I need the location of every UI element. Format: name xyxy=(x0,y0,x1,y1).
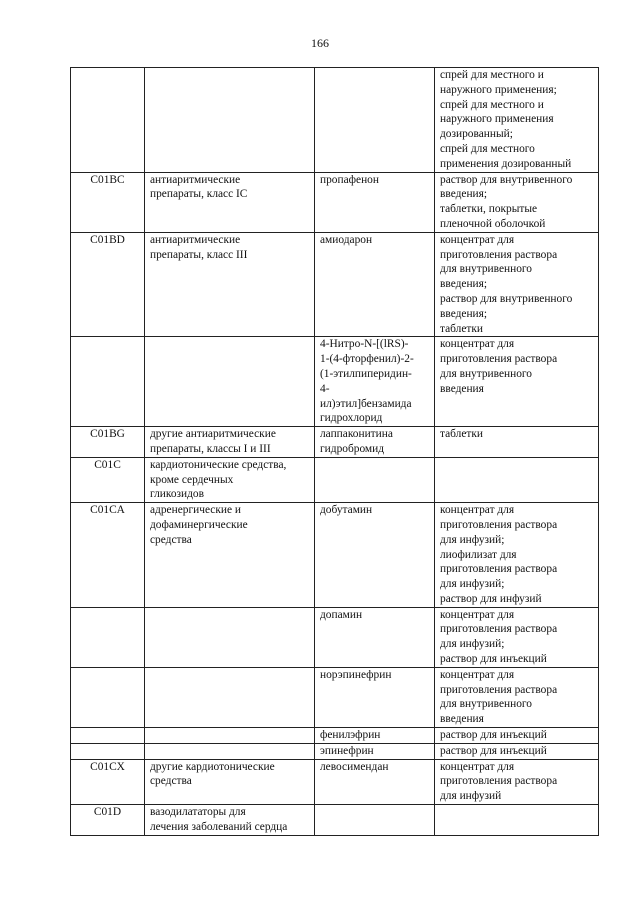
dosage-forms-cell xyxy=(435,805,599,836)
dosage-forms-cell xyxy=(435,457,599,502)
substance-cell: фенилэфрин xyxy=(315,728,435,744)
group-cell xyxy=(145,68,315,173)
substance-cell: добутамин xyxy=(315,503,435,608)
group-cell xyxy=(145,728,315,744)
atc-code-cell: C01CX xyxy=(71,759,145,804)
group-cell xyxy=(145,743,315,759)
group-cell: вазодилататоры для лечения заболеваний сердца xyxy=(145,805,315,836)
substance-cell xyxy=(315,457,435,502)
group-cell xyxy=(145,607,315,667)
table-row xyxy=(71,337,599,427)
atc-code-cell xyxy=(71,337,145,427)
substance-cell: 4-Нитро-N-[(lRS)- 1-(4-фторфенил)-2- (1-этилпиперидин- 4- ил)этил]бензамида гидрохлорид xyxy=(315,337,435,427)
atc-code-cell: C01BD xyxy=(71,232,145,337)
group-cell: другие кардиотонические средства xyxy=(145,759,315,804)
table-row xyxy=(71,728,599,744)
table-row xyxy=(71,68,599,173)
dosage-forms-cell: раствор для инъекций xyxy=(435,728,599,744)
group-cell xyxy=(145,337,315,427)
table-row xyxy=(71,759,599,804)
group-cell: антиаритмические препараты, класс III xyxy=(145,232,315,337)
group-cell: другие антиаритмические препараты, классы I и III xyxy=(145,427,315,458)
dosage-forms-cell: раствор для инъекций xyxy=(435,743,599,759)
dosage-forms-cell: спрей для местного и наружного применения; спрей для местного и наружного применения дозированный; спрей для местного применения дозированный xyxy=(435,68,599,173)
substance-cell: эпинефрин xyxy=(315,743,435,759)
atc-code-cell: C01C xyxy=(71,457,145,502)
atc-code-cell: C01D xyxy=(71,805,145,836)
table-row xyxy=(71,743,599,759)
dosage-forms-cell: концентрат для приготовления раствора для инфузий xyxy=(435,759,599,804)
table-row xyxy=(71,457,599,502)
substance-cell: лаппаконитина гидробромид xyxy=(315,427,435,458)
dosage-forms-cell: раствор для внутривенного введения; таблетки, покрытые пленочной оболочкой xyxy=(435,172,599,232)
dosage-forms-cell: концентрат для приготовления раствора для инфузий; лиофилизат для приготовления раствора для инфузий; раствор для инфузий xyxy=(435,503,599,608)
drug-classification-table xyxy=(70,67,599,836)
table-row xyxy=(71,427,599,458)
dosage-forms-cell: таблетки xyxy=(435,427,599,458)
substance-cell xyxy=(315,68,435,173)
page-number: 166 xyxy=(311,36,329,50)
substance-cell: допамин xyxy=(315,607,435,667)
atc-code-cell xyxy=(71,743,145,759)
substance-cell: пропафенон xyxy=(315,172,435,232)
dosage-forms-cell: концентрат для приготовления раствора для внутривенного введения; раствор для внутривенного введения; таблетки xyxy=(435,232,599,337)
atc-code-cell: C01CA xyxy=(71,503,145,608)
table-row xyxy=(71,667,599,727)
group-cell xyxy=(145,667,315,727)
table-row xyxy=(71,503,599,608)
atc-code-cell xyxy=(71,607,145,667)
atc-code-cell: C01BG xyxy=(71,427,145,458)
substance-cell: амиодарон xyxy=(315,232,435,337)
substance-cell: левосимендан xyxy=(315,759,435,804)
group-cell: кардиотонические средства, кроме сердечных гликозидов xyxy=(145,457,315,502)
dosage-forms-cell: концентрат для приготовления раствора для инфузий; раствор для инъекций xyxy=(435,607,599,667)
atc-code-cell xyxy=(71,728,145,744)
atc-code-cell: C01BC xyxy=(71,172,145,232)
dosage-forms-cell: концентрат для приготовления раствора для внутривенного введения xyxy=(435,337,599,427)
atc-code-cell xyxy=(71,68,145,173)
table-row xyxy=(71,172,599,232)
table-row xyxy=(71,805,599,836)
group-cell: адренергические и дофаминергические средства xyxy=(145,503,315,608)
atc-code-cell xyxy=(71,667,145,727)
dosage-forms-cell: концентрат для приготовления раствора для внутривенного введения xyxy=(435,667,599,727)
table-row xyxy=(71,607,599,667)
substance-cell xyxy=(315,805,435,836)
table-row xyxy=(71,232,599,337)
group-cell: антиаритмические препараты, класс IC xyxy=(145,172,315,232)
substance-cell: норэпинефрин xyxy=(315,667,435,727)
